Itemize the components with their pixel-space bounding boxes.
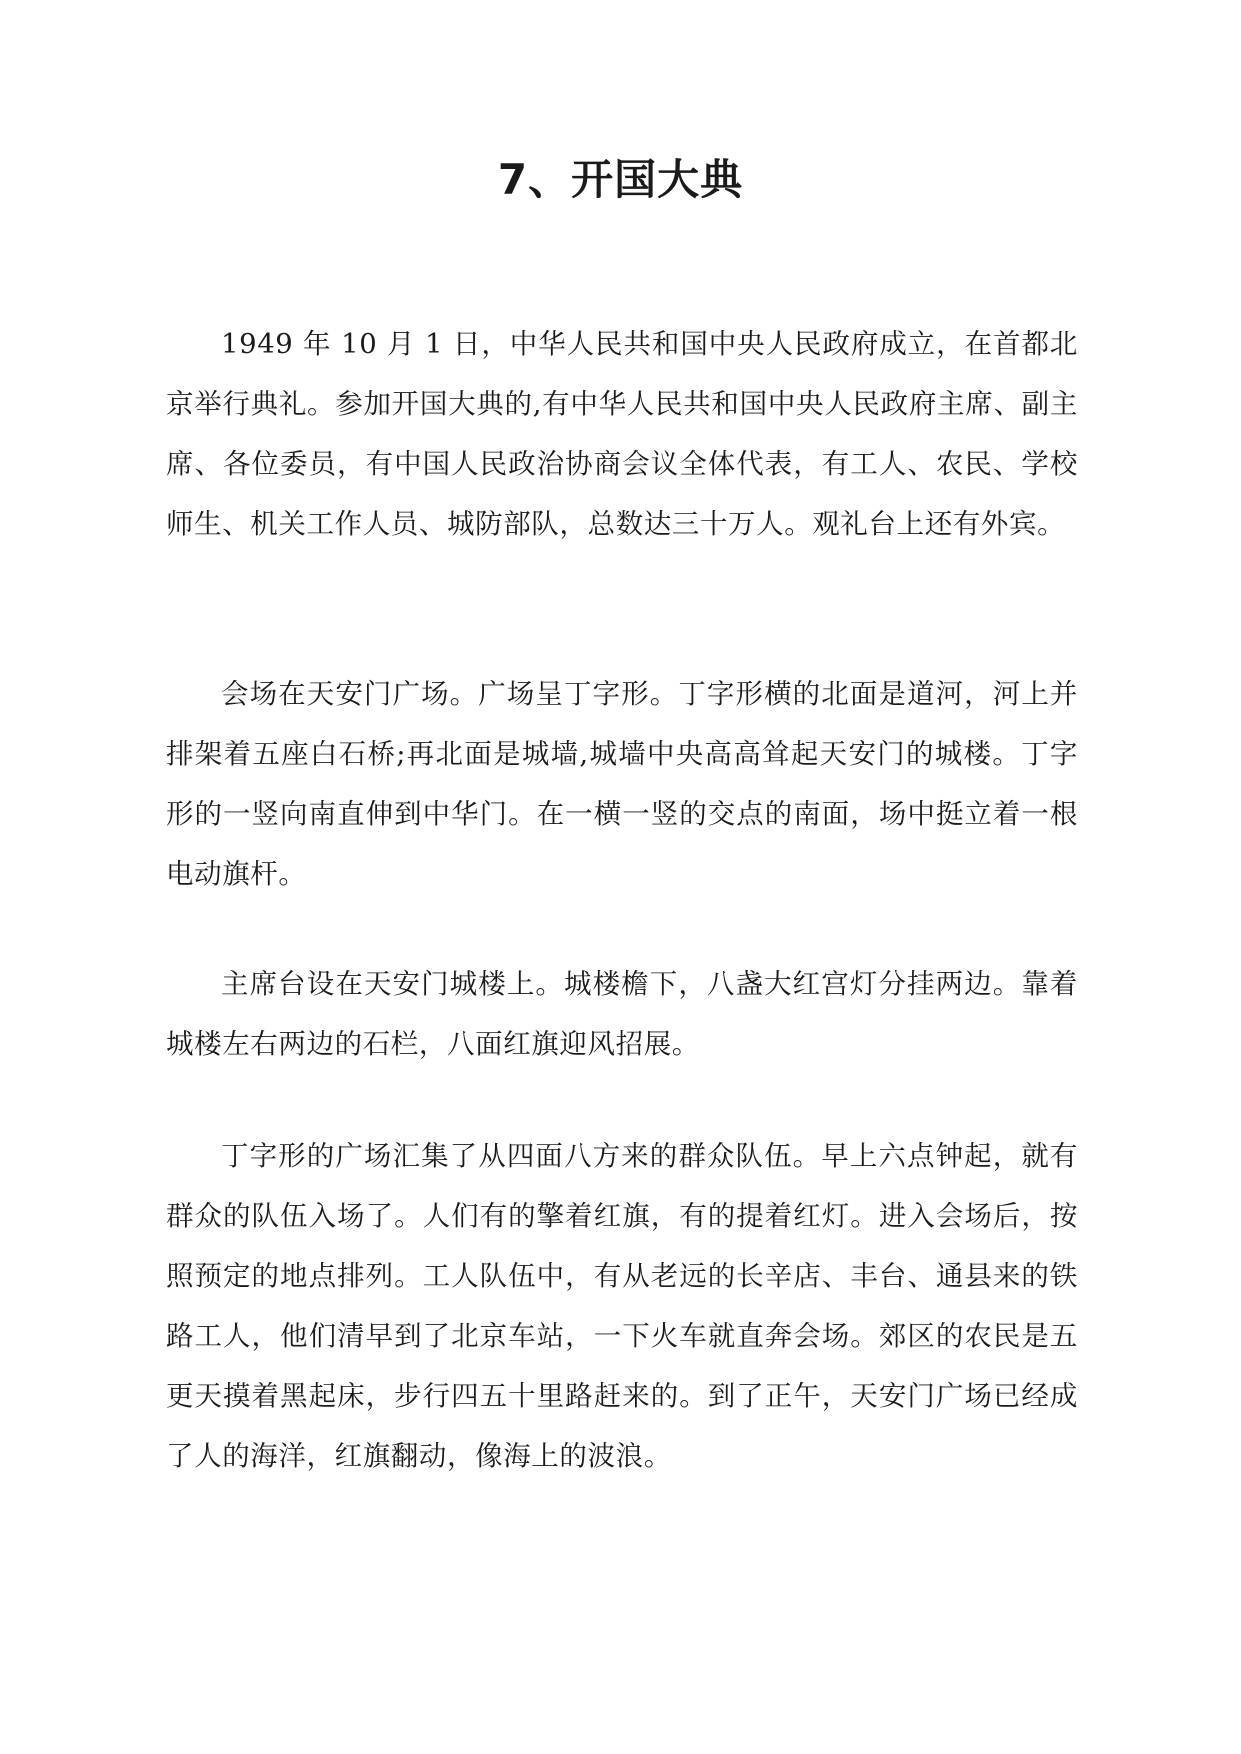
paragraph-3: 主席台设在天安门城楼上。城楼檐下，八盏大红宫灯分挂两边。靠着城楼左右两边的石栏，八面红旗迎风招展。 [166, 968, 1078, 1060]
paragraph-1: 1949 年 10 月 1 日，中华人民共和国中央人民政府成立，在首都北京举行典礼。参加开国大典的,有中华人民共和国中央人民政府主席、副主席、各位委员，有中国人民政治协商会议全体代表，有工人、农民、学校师生、机关工作人员、城防部队，总数达三十万人。观礼台上还有外宾。 [166, 328, 1078, 540]
paragraph-2: 会场在天安门广场。广场呈丁字形。丁字形横的北面是道河，河上并排架着五座白石桥;再北面是城墙,城墙中央高高耸起天安门的城楼。丁字形的一竖向南直伸到中华门。在一横一竖的交点的南面，场中挺立着一根电动旗杆。 [166, 678, 1078, 890]
page-title: 7、开国大典 [497, 155, 744, 204]
paragraph-4: 丁字形的广场汇集了从四面八方来的群众队伍。早上六点钟起，就有群众的队伍入场了。人们有的擎着红旗，有的提着红灯。进入会场后，按照预定的地点排列。工人队伍中，有从老远的长辛店、丰台、通县来的铁路工人，他们清早到了北京车站，一下火车就直奔会场。郊区的农民是五更天摸着黑起床，步行四五十里路赶来的。到了正午，天安门广场已经成了人的海洋，红旗翻动，像海上的波浪。 [166, 1140, 1078, 1472]
